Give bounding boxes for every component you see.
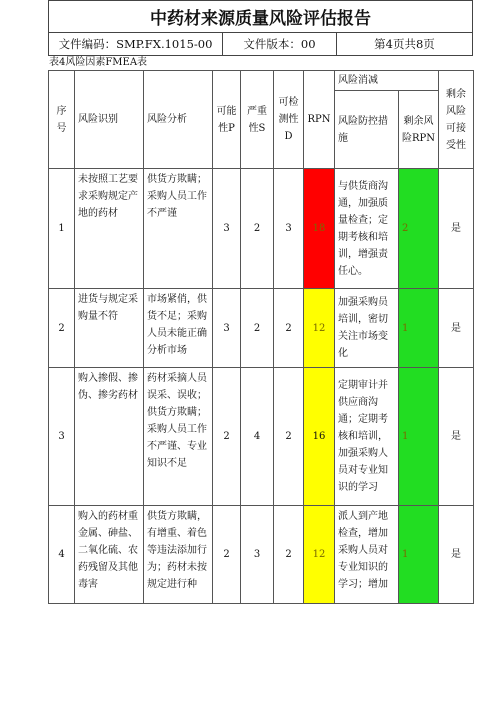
- row-d: 2: [274, 368, 304, 506]
- report-sheet: [48, 0, 473, 604]
- col-rpn: RPN: [304, 71, 335, 169]
- row-identify: 购入的药材重金属、砷盐、二氧化硫、农药残留及其他毒害: [75, 506, 144, 604]
- row-s: 2: [241, 169, 274, 289]
- table-row: [49, 169, 474, 289]
- doc-number: 文件编码：SMP.FX.1015-00: [49, 33, 223, 55]
- table-row: [49, 289, 474, 368]
- row-seq: 3: [49, 368, 75, 506]
- report-header: [48, 0, 473, 56]
- fmea-table: [48, 70, 474, 604]
- col-d: 可检测性D: [274, 71, 304, 169]
- col-p: 可能性P: [213, 71, 241, 169]
- row-identify: 购入掺假、掺伪、掺劣药材: [75, 368, 144, 506]
- col-acceptable: 剩余风险可接受性: [439, 71, 474, 169]
- row-acceptable: 是: [439, 506, 474, 604]
- row-rpn: 12: [304, 289, 335, 368]
- row-d: 2: [274, 506, 304, 604]
- row-analysis: 药材采摘人员误采、误收；供货方欺瞒；采购人员工作不严谨、专业知识不足: [144, 368, 213, 506]
- row-identify: 进货与规定采购量不符: [75, 289, 144, 368]
- row-p: 2: [213, 506, 241, 604]
- row-acceptable: 是: [439, 169, 474, 289]
- table-caption: 表4风险因素FMEA表: [49, 57, 148, 68]
- row-residual-rpn: 1: [399, 289, 439, 368]
- row-control: 派人到产地检查，增加采购人员对专业知识的学习；增加: [335, 506, 399, 604]
- row-acceptable: 是: [439, 289, 474, 368]
- row-seq: 2: [49, 289, 75, 368]
- col-control: 风险防控措施: [335, 91, 399, 169]
- row-s: 3: [241, 506, 274, 604]
- row-residual-rpn: 1: [399, 506, 439, 604]
- row-analysis: 市场紧俏，供货不足；采购人员未能正确分析市场: [144, 289, 213, 368]
- row-seq: 4: [49, 506, 75, 604]
- row-acceptable: 是: [439, 368, 474, 506]
- col-seq: 序号: [49, 71, 75, 169]
- row-p: 2: [213, 368, 241, 506]
- row-rpn: 18: [304, 169, 335, 289]
- col-s: 严重性S: [241, 71, 274, 169]
- header-row-1: [49, 71, 474, 91]
- row-control: 与供货商沟通，加强质量检查；定期考核和培训，增强责任心。: [335, 169, 399, 289]
- report-title: 中药材来源质量风险评估报告: [49, 1, 472, 33]
- page-indicator: 第4页共8页: [374, 37, 435, 51]
- row-p: 3: [213, 169, 241, 289]
- row-control: 定期审计并供应商沟通；定期考核和培训，加强采购人员对专业知识的学习: [335, 368, 399, 506]
- row-d: 2: [274, 289, 304, 368]
- meta-row: [49, 33, 472, 56]
- doc-version: 文件版本：00: [223, 33, 337, 55]
- row-s: 4: [241, 368, 274, 506]
- col-residual-rpn: 剩余风险RPN: [399, 91, 439, 169]
- col-mitigation-group: 风险消减: [335, 71, 439, 91]
- row-control: 加强采购员培训，密切关注市场变化: [335, 289, 399, 368]
- col-identify: 风险识别: [75, 71, 144, 169]
- row-residual-rpn: 1: [399, 368, 439, 506]
- table-row: [49, 506, 474, 604]
- row-d: 3: [274, 169, 304, 289]
- row-analysis: 供货方欺瞒，有增重、着色等违法添加行为；药材未按规定进行种: [144, 506, 213, 604]
- row-seq: 1: [49, 169, 75, 289]
- row-rpn: 12: [304, 506, 335, 604]
- col-analysis: 风险分析: [144, 71, 213, 169]
- row-p: 3: [213, 289, 241, 368]
- row-s: 2: [241, 289, 274, 368]
- row-residual-rpn: 2: [399, 169, 439, 289]
- row-analysis: 供货方欺瞒；采购人员工作不严谨: [144, 169, 213, 289]
- table-row: [49, 368, 474, 506]
- row-rpn: 16: [304, 368, 335, 506]
- row-identify: 未按照工艺要求采购规定产地的药材: [75, 169, 144, 289]
